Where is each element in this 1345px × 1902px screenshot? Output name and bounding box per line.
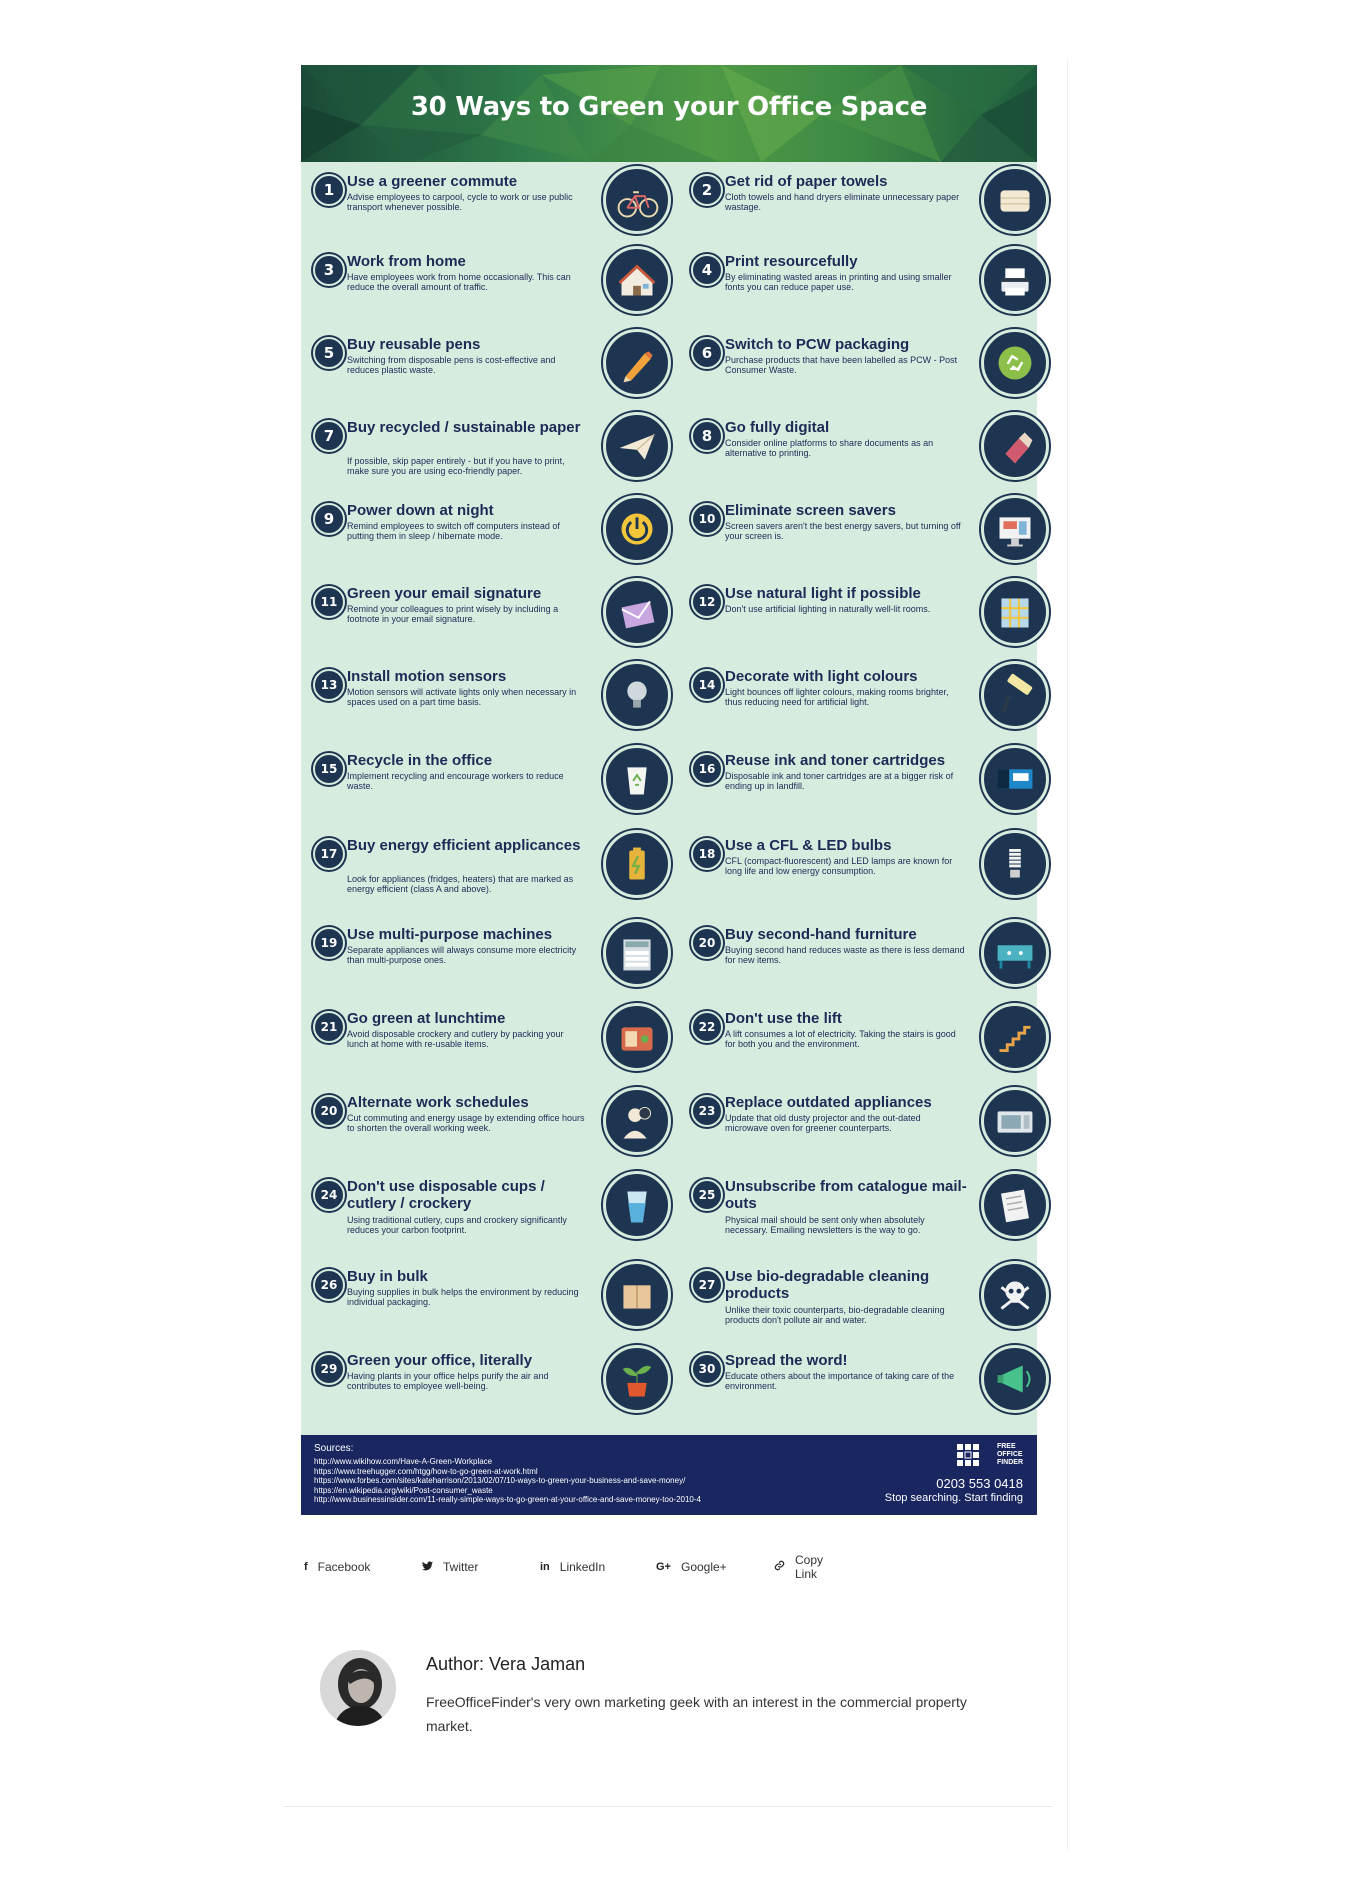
cartridge-icon <box>981 745 1049 813</box>
tip-description: CFL (compact-fluorescent) and LED lamps are known for long life and low energy consumption. <box>725 856 953 876</box>
tip-description: Don't use artificial lighting in naturally well-lit rooms. <box>725 604 931 614</box>
tip-description: By eliminating wasted areas in printing and using smaller fonts you can reduce paper use. <box>725 272 952 292</box>
tip-description: Educate others about the importance of taking care of the environment. <box>725 1371 955 1391</box>
tip-title: Eliminate screen savers <box>725 502 896 519</box>
tip-title: Use a greener commute <box>347 173 518 190</box>
tip-title: Spread the word! <box>725 1352 848 1369</box>
tip-number-badge: 12 <box>691 586 723 618</box>
envelope-icon <box>603 578 671 646</box>
author-bio: FreeOfficeFinder's very own marketing geek with an interest in the commercial property market. <box>426 1694 967 1734</box>
tip-item <box>683 172 1051 252</box>
tip-title: Get rid of paper towels <box>725 173 888 190</box>
tip-description: Light bounces off lighter colours, making rooms brighter, thus reducing need for artificial light. <box>725 687 949 707</box>
tip-item <box>683 418 1051 498</box>
share-linkedin-button[interactable] <box>540 1555 605 1579</box>
tip-number-badge: 22 <box>691 1011 723 1043</box>
twitter-icon <box>422 1561 433 1574</box>
tip-title: Buy in bulk <box>347 1268 428 1285</box>
share-label: Twitter <box>443 1560 479 1574</box>
page-edge-divider <box>1067 60 1068 1850</box>
tip-item <box>305 1093 673 1173</box>
infographic-title: 30 Ways to Green your Office Space <box>410 92 928 122</box>
sources-list <box>314 1457 874 1505</box>
author-name[interactable]: Author: Vera Jaman <box>426 1654 586 1674</box>
tip-number-badge: 20 <box>313 1095 345 1127</box>
tip-description: Remind your colleagues to print wisely by including a footnote in your email signature. <box>347 604 559 624</box>
tip-item <box>305 584 673 664</box>
lunchbox-icon <box>603 1003 671 1071</box>
tip-title: Green your office, literally <box>347 1352 533 1369</box>
source-link[interactable]: https://en.wikipedia.org/wiki/Post-consumer_waste <box>314 1485 493 1495</box>
tagline: Stop searching. Start finding <box>884 1492 1023 1504</box>
tip-title: Print resourcefully <box>725 253 858 270</box>
tip-title: Alternate work schedules <box>347 1094 529 1111</box>
tip-number-badge: 10 <box>691 503 723 535</box>
tip-number-badge: 19 <box>313 927 345 959</box>
tip-number-badge: 14 <box>691 669 723 701</box>
pen-icon <box>603 329 671 397</box>
tip-title: Use multi-purpose machines <box>347 926 553 943</box>
googleplus-icon: G+ <box>656 1561 671 1573</box>
tip-item <box>305 335 673 415</box>
author-box <box>320 1650 1020 1734</box>
free-office-finder-logo <box>957 1442 1023 1468</box>
tip-item <box>683 751 1051 831</box>
tip-description: Buying second hand reduces waste as there is less demand for new items. <box>725 945 965 965</box>
tip-item <box>305 667 673 747</box>
tip-number-badge: 3 <box>313 254 345 286</box>
tip-number-badge: 8 <box>691 420 723 452</box>
tip-title: Buy energy efficient applicances <box>347 837 581 854</box>
share-facebook-button[interactable] <box>304 1555 370 1579</box>
tip-description: Separate appliances will always consume more electricity than multi-purpose ones. <box>347 945 577 965</box>
light-bulb-icon <box>603 661 671 729</box>
logo-line: FREE <box>996 1443 1016 1450</box>
tip-description: Look for appliances (fridges, heaters) that are marked as energy efficient (class A and above). <box>347 874 574 894</box>
tip-number-badge: 2 <box>691 174 723 206</box>
share-twitter-button[interactable] <box>422 1555 478 1579</box>
source-link[interactable]: https://www.treehugger.com/htgg/how-to-go-green-at-work.html <box>314 1466 538 1476</box>
share-googleplus-button[interactable] <box>656 1555 727 1579</box>
tip-title: Don't use the lift <box>725 1010 842 1027</box>
tip-item <box>683 335 1051 415</box>
tip-title: Power down at night <box>347 502 494 519</box>
tip-title: Install motion sensors <box>347 668 507 685</box>
share-label: Google+ <box>680 1560 727 1574</box>
tip-item <box>305 418 673 498</box>
tip-title: Go green at lunchtime <box>347 1010 506 1027</box>
tip-title: Replace outdated appliances <box>725 1094 932 1111</box>
tip-item <box>683 836 1051 916</box>
tip-item <box>683 584 1051 664</box>
infographic <box>301 65 1037 1515</box>
tip-number-badge: 18 <box>691 838 723 870</box>
tip-item <box>683 1093 1051 1173</box>
tip-number-badge: 21 <box>313 1011 345 1043</box>
share-copylink-button[interactable] <box>774 1555 823 1579</box>
window-icon <box>981 578 1049 646</box>
tip-item <box>683 667 1051 747</box>
printer-icon <box>981 246 1049 314</box>
logo-line: FINDER <box>996 1459 1023 1466</box>
tip-number-badge: 23 <box>691 1095 723 1127</box>
people-icon <box>603 1087 671 1155</box>
tip-description: Switching from disposable pens is cost-effective and reduces plastic waste. <box>347 355 556 375</box>
box-icon <box>603 1261 671 1329</box>
monitor-icon <box>981 495 1049 563</box>
microwave-icon <box>981 1087 1049 1155</box>
copier-icon <box>603 919 671 987</box>
tip-title: Unsubscribe from catalogue mail-outs <box>725 1178 967 1212</box>
stairs-icon <box>981 1003 1049 1071</box>
recycle-icon <box>981 329 1049 397</box>
tip-item <box>305 751 673 831</box>
tip-description: Purchase products that have been labelled as PCW - Post Consumer Waste. <box>725 355 958 375</box>
facebook-icon: f <box>304 1561 308 1573</box>
tip-item <box>683 1177 1051 1257</box>
recycle-bin-icon <box>603 745 671 813</box>
tip-description: Cut commuting and energy usage by extending office hours to shorten the overall working week. <box>347 1113 585 1133</box>
source-link[interactable]: https://www.forbes.com/sites/kateharrison/2013/02/07/10-ways-to-green-your-business-and-save-money/ <box>314 1476 686 1485</box>
house-icon <box>603 246 671 314</box>
tip-description: Update that old dusty projector and the out-dated microwave oven for greener counterparts. <box>725 1113 921 1133</box>
infographic-header <box>301 65 1037 162</box>
tip-title: Buy reusable pens <box>347 336 481 353</box>
glass-icon <box>603 1171 671 1239</box>
tip-item <box>683 1267 1051 1347</box>
tip-item <box>305 172 673 252</box>
tip-number-badge: 30 <box>691 1353 723 1385</box>
tip-item <box>683 1351 1051 1431</box>
tip-item <box>683 1009 1051 1089</box>
tip-description: Disposable ink and toner cartridges are at a bigger risk of ending up in landfill. <box>725 771 954 791</box>
cabinet-icon <box>981 919 1049 987</box>
source-link[interactable]: http://www.businessinsider.com/11-really-simple-ways-to-go-green-at-your-office-and-save-money-too-2010-4 <box>314 1495 701 1504</box>
tip-number-badge: 24 <box>313 1179 345 1211</box>
tip-number-badge: 4 <box>691 254 723 286</box>
tip-number-badge: 29 <box>313 1353 345 1385</box>
tip-number-badge: 16 <box>691 753 723 785</box>
link-icon <box>774 1560 785 1574</box>
tip-number-badge: 27 <box>691 1269 723 1301</box>
logo-grid-icon <box>957 1444 979 1466</box>
towel-icon <box>981 166 1049 234</box>
tip-description: Implement recycling and encourage workers to reduce waste. <box>347 771 564 791</box>
tip-number-badge: 11 <box>313 586 345 618</box>
author-avatar <box>320 1650 396 1726</box>
tip-number-badge: 7 <box>313 420 345 452</box>
sources-footer <box>301 1435 1037 1515</box>
tip-number-badge: 15 <box>313 753 345 785</box>
source-link[interactable]: http://www.wikihow.com/Have-A-Green-Workplace <box>314 1457 493 1466</box>
tip-description: A lift consumes a lot of electricity. Taking the stairs is good for both you and the environment. <box>725 1029 956 1049</box>
phone-number: 0203 553 0418 <box>936 1476 1023 1491</box>
tip-description: Physical mail should be sent only when absolutely necessary. Emailing newsletters is the way to go. <box>725 1215 925 1235</box>
tip-number-badge: 20 <box>691 927 723 959</box>
tip-title: Use a CFL & LED bulbs <box>725 837 892 854</box>
bicycle-icon <box>603 166 671 234</box>
tip-item <box>305 1351 673 1431</box>
sources-label: Sources: <box>314 1443 354 1454</box>
tip-description: Cloth towels and hand dryers eliminate unnecessary paper wastage. <box>725 192 960 212</box>
tip-description: Remind employees to switch off computers instead of putting them in sleep / hibernate mode. <box>347 521 560 541</box>
tip-description: Buying supplies in bulk helps the environment by reducing individual packaging. <box>347 1287 579 1307</box>
author-portrait-icon <box>320 1650 396 1726</box>
tip-title: Green your email signature <box>347 585 542 602</box>
tip-item <box>305 252 673 332</box>
battery-icon <box>603 830 671 898</box>
tip-description: Motion sensors will activate lights only when necessary in spaces used on a part time basis. <box>347 687 577 707</box>
megaphone-icon <box>981 1345 1049 1413</box>
plant-icon <box>603 1345 671 1413</box>
tip-item <box>305 1177 673 1257</box>
tip-title: Decorate with light colours <box>725 668 918 685</box>
tip-description: Using traditional cutlery, cups and crockery significantly reduces your carbon footprint. <box>347 1215 567 1235</box>
share-label: LinkedIn <box>559 1560 606 1574</box>
tip-number-badge: 6 <box>691 337 723 369</box>
tip-title: Use natural light if possible <box>725 585 921 602</box>
tip-description: Unlike their toxic counterparts, bio-degradable cleaning products don't pollute air and water. <box>725 1305 945 1325</box>
tip-title: Work from home <box>347 253 466 270</box>
tip-description: If possible, skip paper entirely - but if you have to print, make sure you are using eco-friendly paper. <box>347 456 565 476</box>
tip-title: Recycle in the office <box>347 752 493 769</box>
power-icon <box>603 495 671 563</box>
logo-line: OFFICE <box>996 1451 1023 1458</box>
tip-title: Buy second-hand furniture <box>725 926 917 943</box>
skull-icon <box>981 1261 1049 1329</box>
share-label: Copy Link <box>795 1553 824 1581</box>
tip-number-badge: 13 <box>313 669 345 701</box>
tip-description: Advise employees to carpool, cycle to work or use public transport whenever possible. <box>347 192 573 212</box>
tip-title: Use bio-degradable cleaning products <box>725 1268 930 1302</box>
tip-description: Avoid disposable crockery and cutlery by packing your lunch at home with re-usable items. <box>347 1029 564 1049</box>
tip-number-badge: 25 <box>691 1179 723 1211</box>
tip-item <box>305 836 673 916</box>
tip-number-badge: 1 <box>313 174 345 206</box>
tip-title: Reuse ink and toner cartridges <box>725 752 946 769</box>
tip-title: Don't use disposable cups / cutlery / crockery <box>347 1178 545 1212</box>
bottom-divider <box>283 1806 1053 1807</box>
linkedin-icon: in <box>540 1561 550 1573</box>
tip-title: Buy recycled / sustainable paper <box>347 419 581 436</box>
tip-description: Have employees work from home occasionally. This can reduce the overall amount of traffic. <box>347 272 571 292</box>
tip-item <box>683 501 1051 581</box>
tip-number-badge: 9 <box>313 503 345 535</box>
tip-item <box>305 1267 673 1347</box>
newspaper-icon <box>981 1171 1049 1239</box>
tip-description: Screen savers aren't the best energy savers, but turning off your screen is. <box>725 521 961 541</box>
tip-item <box>683 252 1051 332</box>
tip-number-badge: 26 <box>313 1269 345 1301</box>
usb-drive-icon <box>981 412 1049 480</box>
tip-number-badge: 5 <box>313 337 345 369</box>
tip-item <box>305 501 673 581</box>
paint-roller-icon <box>981 661 1049 729</box>
share-label: Facebook <box>317 1560 371 1574</box>
logo-text <box>997 1443 1023 1467</box>
tip-title: Switch to PCW packaging <box>725 336 910 353</box>
tip-description: Consider online platforms to share documents as an alternative to printing. <box>725 438 934 458</box>
tip-item <box>305 925 673 1005</box>
tip-item <box>683 925 1051 1005</box>
tip-description: Having plants in your office helps purify the air and contributes to employee well-being. <box>347 1371 549 1391</box>
tip-item <box>305 1009 673 1089</box>
tip-title: Go fully digital <box>725 419 830 436</box>
paper-plane-icon <box>603 412 671 480</box>
cfl-bulb-icon <box>981 830 1049 898</box>
tip-number-badge: 17 <box>313 838 345 870</box>
